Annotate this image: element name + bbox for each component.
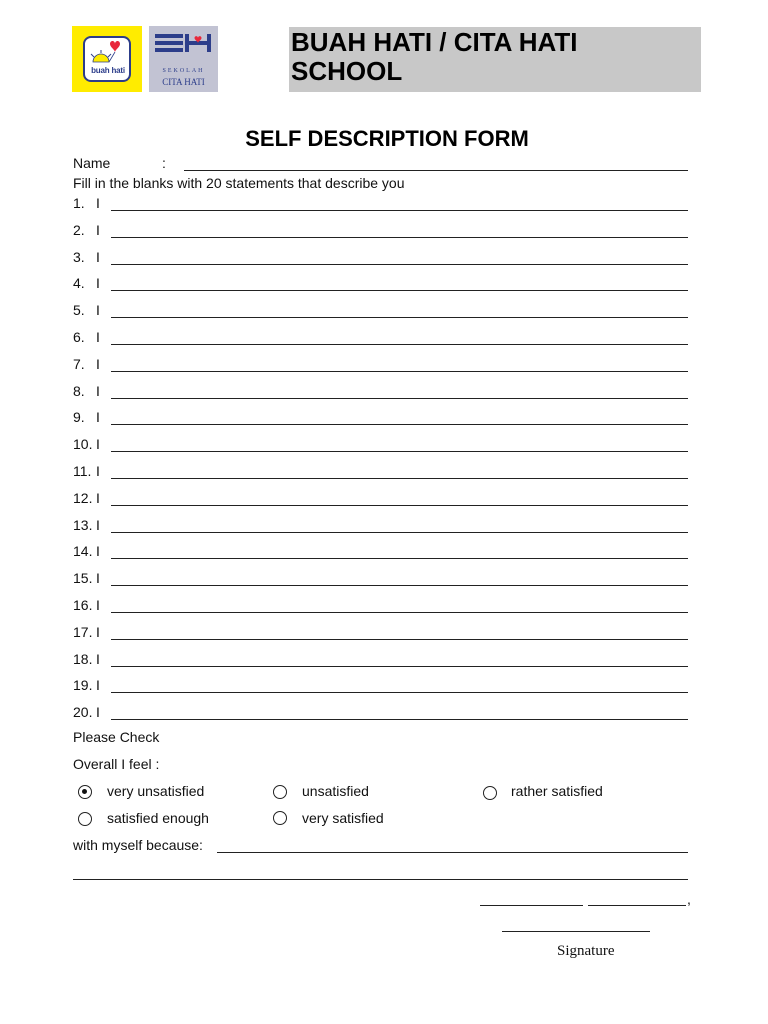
statement-prefix: I bbox=[96, 275, 100, 291]
statement-prefix: I bbox=[96, 543, 100, 559]
statement-number: 18. bbox=[73, 651, 93, 667]
statement-field[interactable] bbox=[111, 317, 688, 318]
statement-number: 16. bbox=[73, 597, 93, 613]
cita-hati-emblem-icon bbox=[149, 26, 218, 66]
statement-number: 17. bbox=[73, 624, 93, 640]
statement-field[interactable] bbox=[111, 612, 688, 613]
radio-unsatisfied[interactable] bbox=[273, 785, 287, 799]
school-name-line2: SCHOOL bbox=[291, 56, 403, 86]
option-label-rather-satisfied: rather satisfied bbox=[511, 783, 603, 799]
statement-number: 15. bbox=[73, 570, 93, 586]
statement-field[interactable] bbox=[111, 264, 688, 265]
statement-number: 11. bbox=[73, 463, 92, 479]
heart-balloon-icon bbox=[85, 38, 129, 68]
statement-field[interactable] bbox=[111, 639, 688, 640]
statement-number: 20. bbox=[73, 704, 93, 720]
option-label-very-unsatisfied: very unsatisfied bbox=[107, 783, 205, 799]
please-check-label: Please Check bbox=[73, 729, 160, 745]
name-colon: : bbox=[162, 155, 166, 171]
statement-prefix: I bbox=[96, 624, 100, 640]
statement-prefix: I bbox=[96, 222, 100, 238]
school-name-line1: BUAH HATI / CITA HATI bbox=[291, 27, 578, 57]
name-field[interactable] bbox=[184, 170, 688, 171]
statement-prefix: I bbox=[96, 517, 100, 533]
statement-number: 19. bbox=[73, 677, 93, 693]
statement-number: 3. bbox=[73, 249, 85, 265]
statement-field[interactable] bbox=[111, 237, 688, 238]
overall-feel-label: Overall I feel : bbox=[73, 756, 160, 772]
statement-field[interactable] bbox=[111, 344, 688, 345]
date-field[interactable] bbox=[588, 905, 686, 906]
statement-field[interactable] bbox=[111, 398, 688, 399]
cita-hati-logo bbox=[149, 26, 218, 92]
statement-field[interactable] bbox=[111, 666, 688, 667]
school-name-banner bbox=[289, 27, 701, 92]
statement-prefix: I bbox=[96, 677, 100, 693]
option-label-very-satisfied: very satisfied bbox=[302, 810, 384, 826]
statement-number: 2. bbox=[73, 222, 85, 238]
statement-field[interactable] bbox=[111, 371, 688, 372]
statement-prefix: I bbox=[96, 651, 100, 667]
option-label-unsatisfied: unsatisfied bbox=[302, 783, 369, 799]
statement-field[interactable] bbox=[111, 290, 688, 291]
statement-field[interactable] bbox=[111, 558, 688, 559]
instruction-text: Fill in the blanks with 20 statements that describe you bbox=[73, 175, 405, 191]
radio-rather-satisfied[interactable] bbox=[483, 786, 497, 800]
statement-prefix: I bbox=[96, 383, 100, 399]
buah-hati-logo-text: buah hati bbox=[91, 66, 125, 75]
statement-prefix: I bbox=[96, 436, 100, 452]
statement-prefix: I bbox=[96, 195, 100, 211]
statement-number: 10. bbox=[73, 436, 93, 452]
statement-field[interactable] bbox=[111, 692, 688, 693]
statement-field[interactable] bbox=[111, 719, 688, 720]
because-label: with myself because: bbox=[73, 837, 203, 853]
statement-prefix: I bbox=[96, 329, 100, 345]
statement-number: 14. bbox=[73, 543, 93, 559]
place-field[interactable] bbox=[480, 905, 583, 906]
because-field-continued[interactable] bbox=[73, 879, 688, 880]
because-field[interactable] bbox=[217, 852, 688, 853]
date-comma: , bbox=[687, 891, 691, 907]
statement-field[interactable] bbox=[111, 451, 688, 452]
statement-number: 8. bbox=[73, 383, 85, 399]
statement-prefix: I bbox=[96, 409, 100, 425]
option-label-satisfied-enough: satisfied enough bbox=[107, 810, 209, 826]
statement-prefix: I bbox=[96, 704, 100, 720]
statement-prefix: I bbox=[96, 249, 100, 265]
statement-prefix: I bbox=[96, 302, 100, 318]
statement-number: 9. bbox=[73, 409, 85, 425]
signature-label: Signature bbox=[557, 943, 615, 959]
statement-prefix: I bbox=[96, 356, 100, 372]
statement-field[interactable] bbox=[111, 505, 688, 506]
statement-field[interactable] bbox=[111, 585, 688, 586]
radio-very-satisfied[interactable] bbox=[273, 811, 287, 825]
radio-satisfied-enough[interactable] bbox=[78, 812, 92, 826]
statement-number: 7. bbox=[73, 356, 85, 372]
statement-prefix: I bbox=[96, 597, 100, 613]
statement-prefix: I bbox=[96, 570, 100, 586]
radio-very-unsatisfied[interactable] bbox=[78, 785, 92, 799]
buah-hati-emblem bbox=[83, 36, 131, 82]
statement-field[interactable] bbox=[111, 532, 688, 533]
radio-selected-dot bbox=[82, 789, 87, 794]
sekolah-text: SEKOLAH bbox=[162, 68, 205, 74]
statement-number: 13. bbox=[73, 517, 93, 533]
statement-number: 6. bbox=[73, 329, 85, 345]
statement-number: 12. bbox=[73, 490, 93, 506]
statement-field[interactable] bbox=[111, 210, 688, 211]
buah-hati-logo bbox=[72, 26, 142, 92]
statement-number: 4. bbox=[73, 275, 85, 291]
statement-prefix: I bbox=[96, 490, 100, 506]
statement-field[interactable] bbox=[111, 478, 688, 479]
statement-number: 5. bbox=[73, 302, 85, 318]
school-name bbox=[291, 28, 577, 86]
statement-prefix: I bbox=[96, 463, 100, 479]
cita-hati-text: CITA HATI bbox=[162, 77, 205, 87]
form-title: SELF DESCRIPTION FORM bbox=[245, 126, 529, 151]
statement-field[interactable] bbox=[111, 424, 688, 425]
signature-field[interactable] bbox=[502, 931, 650, 932]
statement-number: 1. bbox=[73, 195, 85, 211]
name-label: Name bbox=[73, 155, 111, 171]
